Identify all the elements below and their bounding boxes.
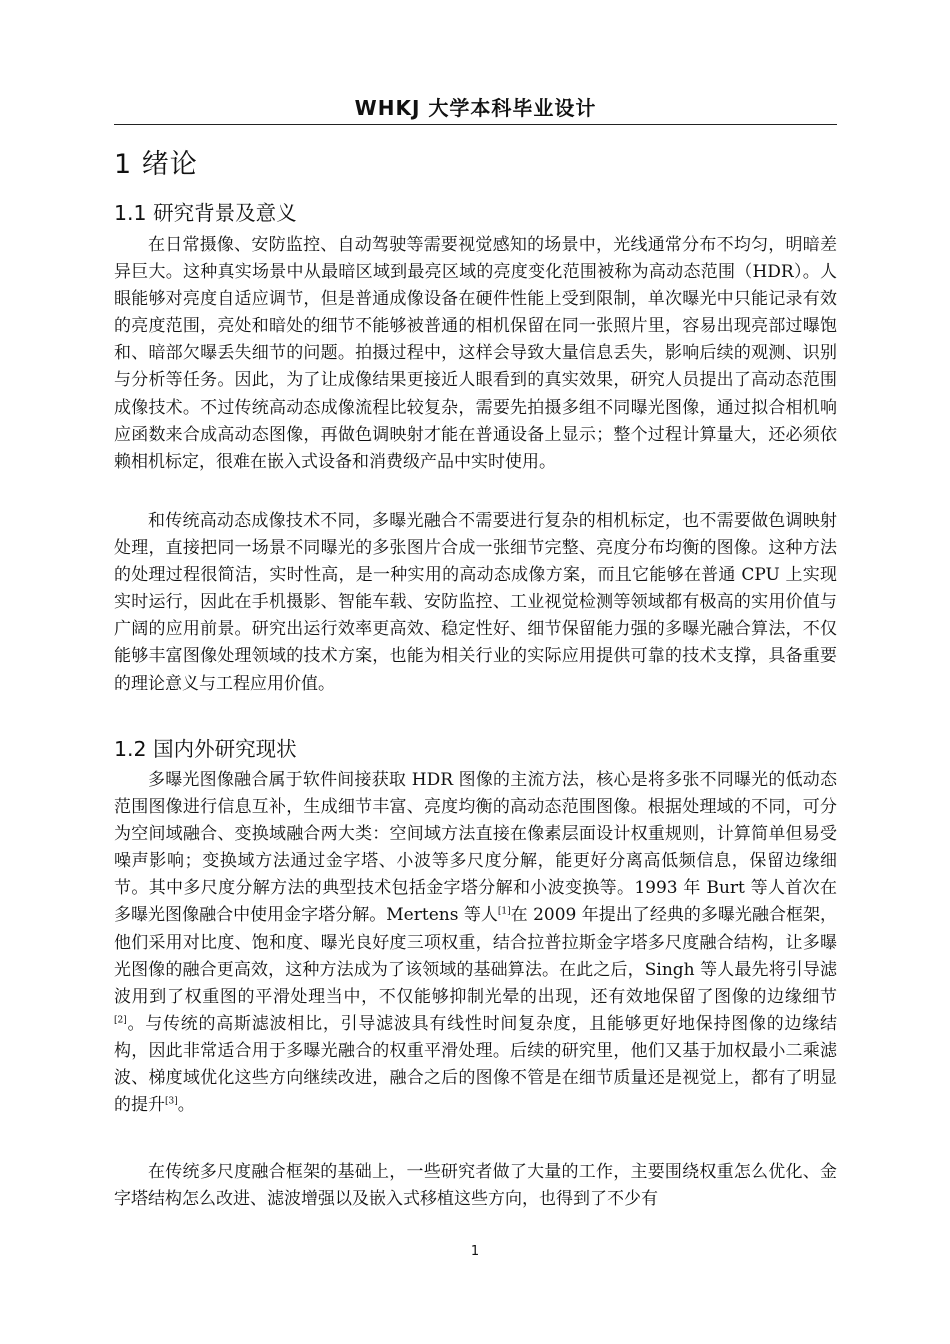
text-run: 多曝光图像融合属于软件间接获取 HDR 图像的主流方法，核心是将多张不同曝光的低动态范围图像进行信息互补，生成细节丰富、亮度均衡的高动态范围图像。根据处理域的不同，可分为空间域融合、变换域融合两大类：空间域方法直接在像素层面设计权重规则，计算简单但易受噪声影响；变换域方法通过金字塔、小波等多尺度分解，能更好分离高低频信息，保留边缘细节。其中多尺度分解方法的典型技术包括金字塔分解和小波变换等。1993 年 Burt 等人首次在多曝光图像融合中使用金字塔分解。Mertens 等人 [114, 770, 837, 926]
section-title-1-2: 1.2 国内外研究现状 [114, 737, 297, 761]
body-paragraph: 在日常摄像、安防监控、自动驾驶等需要视觉感知的场景中，光线通常分布不均匀，明暗差异巨大。这种真实场景中从最暗区域到最亮区域的亮度变化范围被称为高动态范围（HDR）。人眼能够对亮度自适应调节，但是普通成像设备在硬件性能上受到限制，单次曝光中只能记录有效的亮度范围，亮处和暗处的细节不能够被普通的相机保留在同一张照片里，容易出现亮部过曝饱和、暗部欠曝丢失细节的问题。拍摄过程中，这样会导致大量信息丢失，影响后续的观测、识别与分析等任务。因此，为了让成像结果更接近人眼看到的真实效果，研究人员提出了高动态范围成像技术。不过传统高动态成像流程比较复杂，需要先拍摄多组不同曝光图像，通过拟合相机响应函数来合成高动态图像，再做色调映射才能在普通设备上显示；整个过程计算量大，还必须依赖相机标定，很难在嵌入式设备和消费级产品中实时使用。 [114, 235, 837, 472]
header-divider [114, 124, 837, 125]
text-run: 。与传统的高斯滤波相比，引导滤波具有线性时间复杂度，且能够更好地保持图像的边缘结构，因此非常适合用于多曝光融合的权重平滑处理。后续的研究里，他们又基于加权最小二乘滤波、梯度域优化这些方向继续改进，融合之后的图像不管是在细节质量还是视觉上，都有了明显的提升 [114, 1013, 837, 1116]
citation: [3] [165, 1096, 178, 1107]
page-number: 1 [470, 1244, 480, 1259]
chapter-title: 1 绪论 [114, 149, 198, 180]
body-paragraph: 在传统多尺度融合框架的基础上，一些研究者做了大量的工作，主要围绕权重怎么优化、金字塔结构怎么改进、滤波增强以及嵌入式移植这些方向，也得到了不少有 [114, 1162, 837, 1210]
text-run: 在 2009 年提出了经典的多曝光融合框架，他们采用对比度、饱和度、曝光良好度三项权重，结合拉普拉斯金字塔多尺度融合结构，让多曝光图像的融合更高效，这种方法成为了该领域的基础算法。在此之后，Singh 等人最先将引导滤波用到了权重图的平滑处理当中，不仅能够抑制光晕的出现，还有效地保留了图像的边缘细节 [114, 905, 837, 1007]
section-title-1-1: 1.1 研究背景及意义 [114, 201, 297, 225]
text-run: 。 [177, 1095, 195, 1116]
body-paragraph-with-citations [114, 767, 837, 1119]
citation: [2] [114, 1015, 127, 1026]
body-paragraph: 和传统高动态成像技术不同，多曝光融合不需要进行复杂的相机标定，也不需要做色调映射处理，直接把同一场景不同曝光的多张图片合成一张细节完整、亮度分布均衡的图像。这种方法的处理过程很简洁，实时性高，是一种实用的高动态成像方案，而且它能够在普通 CPU 上实现实时运行，因此在手机摄影、智能车载、安防监控、工业视觉检测等领域都有极高的实用价值与广阔的应用前景。研究出运行效率更高效、稳定性好、细节保留能力强的多曝光融合算法，不仅能够丰富图像处理领域的技术方案，也能为相关行业的实际应用提供可靠的技术支撑，具备重要的理论意义与工程应用价值。 [114, 511, 837, 694]
citation: [1] [497, 906, 511, 917]
running-header: WHKJ 大学本科毕业设计 [354, 96, 597, 120]
